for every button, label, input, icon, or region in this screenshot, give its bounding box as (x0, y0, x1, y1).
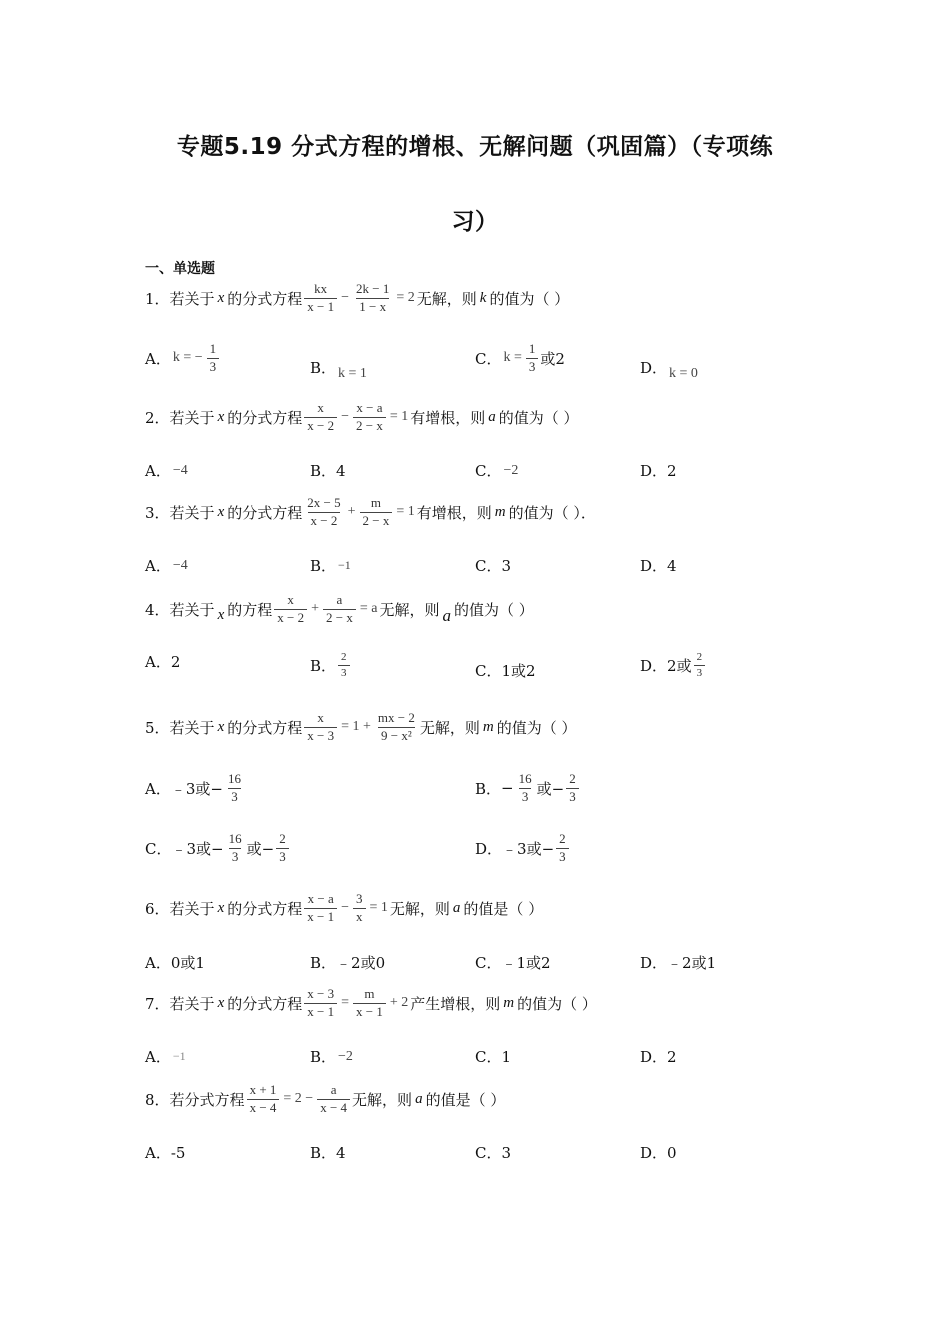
q8-option-b[interactable]: B． 4 (310, 1143, 346, 1162)
q1-option-c[interactable]: C． k = $\frac{1}{3}$ 或2 (475, 341, 565, 374)
question-6: 6． 若关于 x 的分式方程 $\frac{x - a}{x - 1}$ − $\frac{3}{x}$ = 1 无解，则 a 的值是（ ） (145, 891, 544, 924)
q3-option-d[interactable]: D． 4 (640, 556, 677, 575)
q7-option-d[interactable]: D． 2 (640, 1047, 677, 1066)
q3-option-a[interactable]: A． −4 (145, 557, 188, 575)
q5-option-c[interactable]: C． ﹣3或− $\frac{16}{3}$ 或− $\frac{2}{3}$ (145, 832, 291, 865)
question-4: 4． 若关于 x 的方程 $\frac{x}{x - 2}$ + $\frac{a}{2 - x}$ = a 无解，则 a 的值为（ ） (145, 591, 534, 625)
q8-option-a[interactable]: A． -5 (145, 1143, 186, 1162)
q3-option-c[interactable]: C． 3 (475, 556, 512, 575)
q6-option-a[interactable]: A． 0或1 (145, 954, 205, 972)
question-7: 7． 若关于 x 的分式方程 $\frac{x - 3}{x - 1}$ = $\frac{m}{x - 1}$ + 2 产生增根，则 m 的值为（ ） (145, 986, 597, 1019)
page-title-line1: 专题5.19 分式方程的增根、无解问题（巩固篇）（专项练 (176, 134, 774, 160)
q6-option-c[interactable]: C． ﹣1或2 (475, 954, 551, 972)
q7-option-b[interactable]: B． −2 (310, 1048, 353, 1066)
fraction: $\frac{2k - 1}{1 - x}$ (356, 281, 390, 314)
q3-option-b[interactable]: B． −1 (310, 557, 351, 575)
q7-option-c[interactable]: C． 1 (475, 1047, 512, 1066)
q8-option-d[interactable]: D． 0 (640, 1143, 677, 1162)
page-title-line2: 习） (451, 209, 499, 235)
q2-option-c[interactable]: C． −2 (475, 462, 519, 480)
q5-option-a[interactable]: A． ﹣3或− $\frac{16}{3}$ (145, 771, 241, 804)
q4-option-b[interactable]: B． $\frac{2}{3}$ (310, 651, 352, 679)
q4-option-c[interactable]: C． 1或2 (475, 662, 536, 680)
q4-option-a[interactable]: A． 2 (145, 652, 181, 671)
q2-option-b[interactable]: B． 4 (310, 461, 346, 480)
q5-option-d[interactable]: D． ﹣3或− $\frac{2}{3}$ (475, 832, 571, 865)
q2-option-d[interactable]: D． 2 (640, 461, 677, 480)
q1-option-a[interactable]: A． k = − $\frac{1}{3}$ (145, 342, 221, 375)
question-3: 3． 若关于 x 的分式方程 $\frac{2x - 5}{x - 2}$ + $\frac{m}{2 - x}$ = 1 有增根，则 m 的值为（ ）． (145, 495, 596, 528)
question-5: 5． 若关于 x 的分式方程 $\frac{x}{x - 3}$ = 1 + $\frac{mx - 2}{\text{9 − x²}}$ 无解，则 m 的值为（ ） (145, 710, 577, 743)
question-2: 2． 若关于 x 的分式方程 $\frac{x}{x - 2}$ − $\frac{x - a}{2 - x}$ = 1 有增根，则 a 的值为（ ） (145, 400, 579, 433)
q5-option-b[interactable]: B． − $\frac{16}{3}$ 或− $\frac{2}{3}$ (475, 772, 581, 805)
question-1: 1． 若关于 x 的分式方程 $\frac{kx}{x - 1}$ − $\frac{2k - 1}{1 - x}$ = 2 无解，则 k 的值为（ ） (145, 281, 570, 314)
q4-option-d[interactable]: D． 2或 $\frac{2}{3}$ (640, 651, 707, 679)
section-heading: 一、单选题 (145, 261, 215, 277)
q2-option-a[interactable]: A． −4 (145, 462, 188, 480)
q1-option-b[interactable]: B． k = 1 (310, 358, 367, 381)
q6-option-d[interactable]: D． ﹣2或1 (640, 954, 717, 972)
q6-option-b[interactable]: B． ﹣2或0 (310, 954, 386, 972)
fraction: $\frac{kx}{x - 1}$ (304, 282, 337, 315)
q7-option-a[interactable]: A． −1 (145, 1048, 186, 1066)
question-8: 8． 若分式方程 $\frac{x + 1}{x - 4}$ = 2 − $\frac{a}{x - 4}$ 无解，则 a 的值是（ ） (145, 1082, 506, 1115)
q1-option-d[interactable]: D． k = 0 (640, 358, 698, 381)
q8-option-c[interactable]: C． 3 (475, 1143, 512, 1162)
